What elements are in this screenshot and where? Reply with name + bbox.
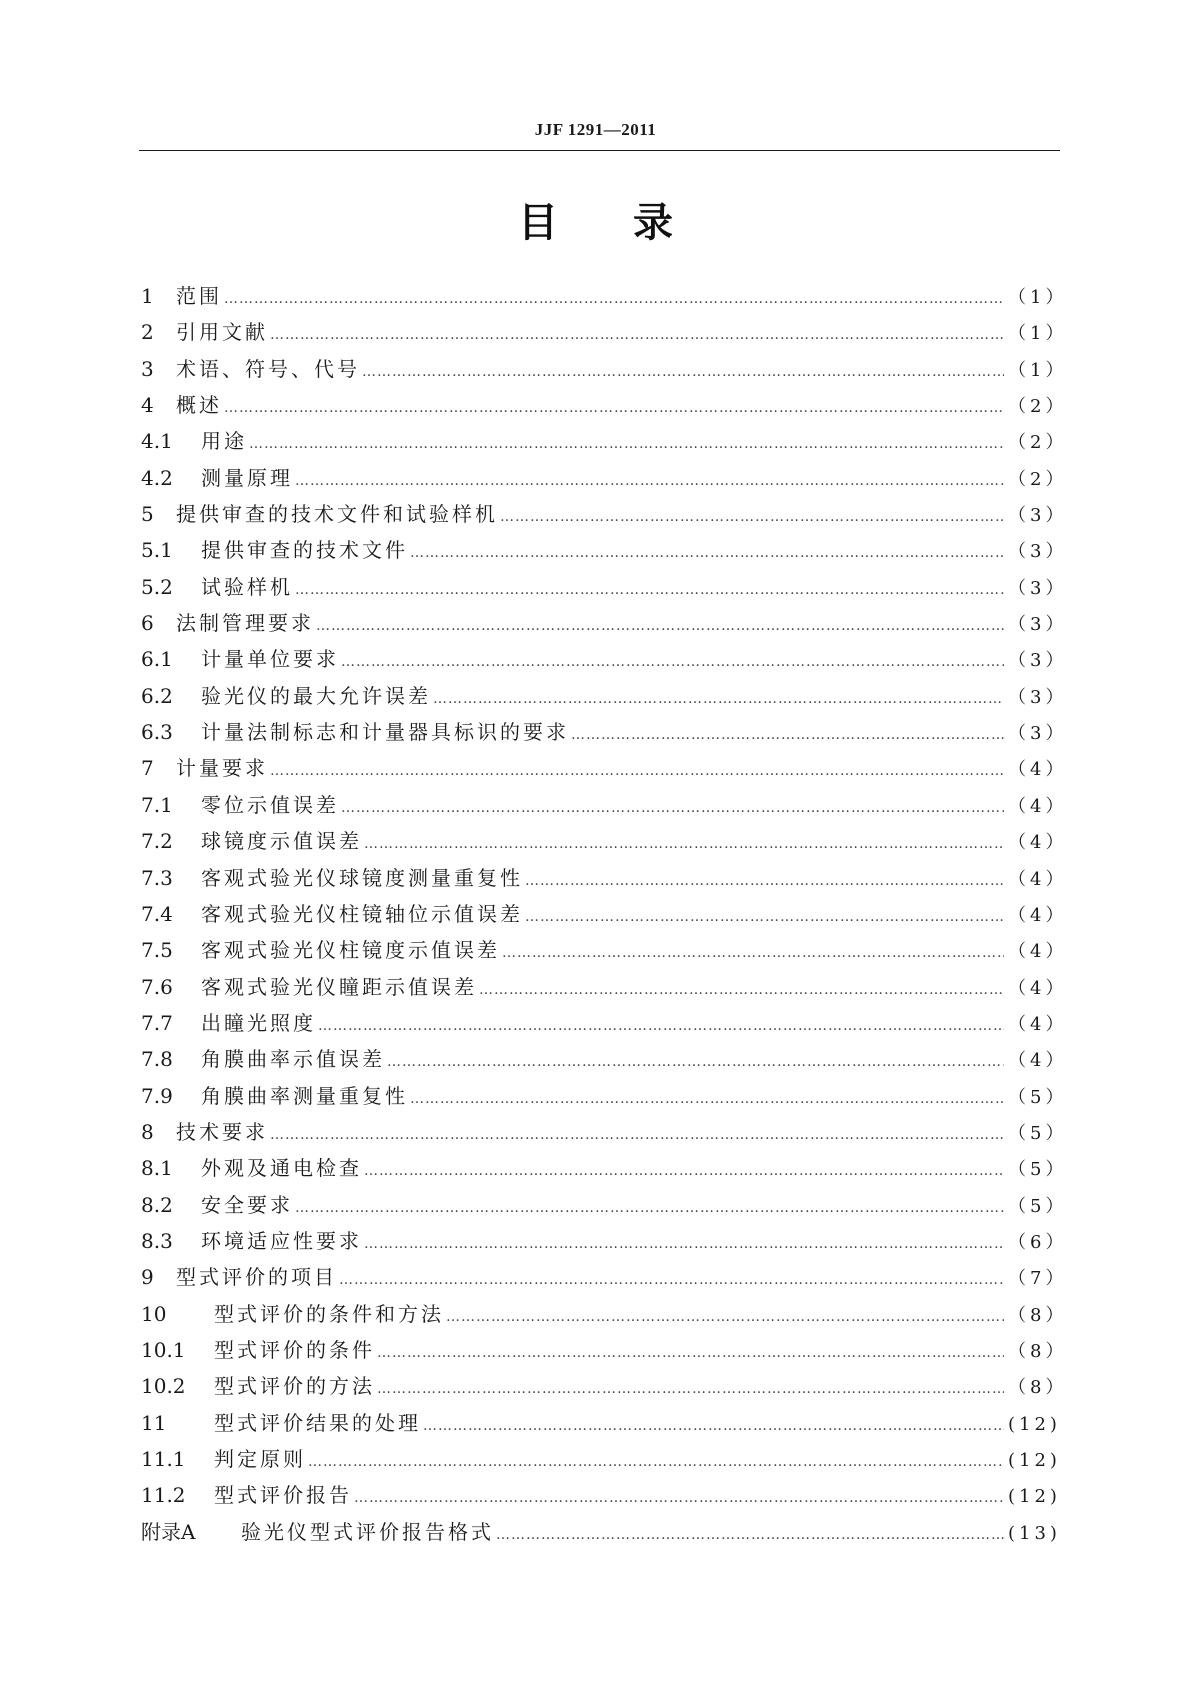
toc-entry-number: 8.2 [141, 1192, 173, 1217]
toc-entry-page: (12) [1008, 1413, 1061, 1435]
toc-entry-number: 9 [141, 1265, 154, 1290]
toc-entry-number: 7.9 [141, 1083, 173, 1108]
toc-dot-leader [295, 572, 1004, 608]
toc-entry [141, 314, 1068, 350]
toc-dot-leader [224, 281, 1004, 317]
toc-entry-label: 概述 [176, 393, 222, 418]
toc-entry-label: 用途 [201, 429, 247, 454]
toc-entry-label: 型式评价的方法 [214, 1374, 375, 1399]
toc-dot-leader [270, 1117, 1004, 1153]
toc-dot-leader [377, 1371, 1004, 1407]
toc-entry-page: （2） [1008, 396, 1068, 418]
toc-entry [141, 823, 1068, 859]
toc-entry-number: 6 [141, 611, 154, 636]
toc-entry-page: （4） [1008, 941, 1068, 963]
toc-entry-page: （5） [1008, 1159, 1068, 1181]
toc-entry-page: （4） [1008, 1013, 1068, 1035]
toc-dot-leader [423, 1408, 1004, 1444]
toc-entry [141, 532, 1068, 568]
toc-entry [141, 969, 1068, 1005]
toc-entry-label: 客观式验光仪球镜度测量重复性 [201, 865, 523, 890]
toc-entry-label: 提供审查的技术文件和试验样机 [176, 502, 498, 527]
toc-entry-label: 试验样机 [201, 574, 293, 599]
toc-entry-number: 6.2 [141, 683, 173, 708]
toc-dot-leader [377, 1335, 1004, 1371]
toc-dot-leader [295, 1190, 1004, 1226]
toc-entry-number: 附录A [141, 1519, 196, 1544]
toc-dot-leader [525, 863, 1004, 899]
toc-entry-page: （3） [1008, 686, 1068, 708]
toc-entry [141, 1223, 1068, 1259]
toc-entry [141, 1441, 1060, 1477]
toc-dot-leader [316, 608, 1004, 644]
toc-entry-number: 1 [141, 284, 154, 308]
toc-entry-label: 术语、符号、代号 [176, 356, 360, 381]
toc-entry-label: 测量原理 [201, 465, 293, 490]
toc-entry-label: 引用文献 [176, 320, 268, 345]
toc-entry-page: (12) [1008, 1486, 1061, 1508]
toc-entry-label: 型式评价报告 [214, 1483, 352, 1508]
toc-entry-label: 客观式验光仪瞳距示值误差 [201, 974, 477, 999]
toc-entry [141, 605, 1068, 641]
toc-entry-number: 4 [141, 393, 154, 418]
toc-entry-page: （6） [1008, 1231, 1068, 1253]
toc-entry-page: （4） [1008, 1050, 1068, 1072]
toc-title [0, 198, 1191, 248]
toc-dot-leader [364, 1153, 1004, 1189]
toc-entry-number: 7 [141, 756, 154, 781]
toc-entry-page: （3） [1008, 505, 1068, 527]
toc-entry [141, 278, 1068, 314]
toc-entry [141, 932, 1068, 968]
toc-entry [141, 1477, 1060, 1513]
toc-dot-leader [249, 426, 1004, 462]
toc-entry-label: 球镜度示值误差 [201, 829, 362, 854]
toc-entry-number: 5.2 [141, 574, 173, 599]
toc-entry-number: 6.1 [141, 647, 173, 672]
toc-entry [141, 860, 1068, 896]
toc-dot-leader [433, 681, 1004, 717]
toc-dot-leader [362, 354, 1004, 390]
toc-entry-label: 计量要求 [176, 756, 268, 781]
toc-dot-leader [525, 899, 1004, 935]
toc-entry-label: 角膜曲率测量重复性 [201, 1083, 408, 1108]
toc-entry-number: 11.2 [141, 1483, 186, 1508]
toc-entry-number: 5.1 [141, 538, 173, 563]
toc-entry [141, 1296, 1068, 1332]
toc-entry [141, 387, 1068, 423]
toc-title-char-1: 目 [518, 200, 558, 246]
toc-entry-page: （4） [1008, 759, 1068, 781]
toc-entry-label: 验光仪型式评价报告格式 [241, 1519, 494, 1544]
toc-entry-number: 7.1 [141, 792, 173, 817]
toc-entry [141, 1259, 1068, 1295]
toc-entry [141, 1332, 1068, 1368]
toc-entry-label: 型式评价的条件和方法 [214, 1301, 444, 1326]
toc-entry-label: 零位示值误差 [201, 792, 339, 817]
toc-entry-number: 7.5 [141, 938, 173, 963]
toc-entry-number: 5 [141, 502, 154, 527]
toc-entry-label: 出瞳光照度 [201, 1010, 316, 1035]
toc-entry [141, 1405, 1060, 1441]
toc-dot-leader [318, 1008, 1004, 1044]
toc-entry-label: 验光仪的最大允许误差 [201, 683, 431, 708]
toc-entry [141, 1514, 1060, 1550]
toc-entry [141, 423, 1068, 459]
toc-entry-number: 10.1 [141, 1337, 186, 1362]
toc-entry-number: 8.1 [141, 1156, 173, 1181]
toc-entry-page: （4） [1008, 904, 1068, 926]
toc-entry-number: 10 [141, 1301, 167, 1326]
toc-dot-leader [295, 463, 1004, 499]
toc-entry-number: 10.2 [141, 1374, 186, 1399]
toc-entry-number: 11.1 [141, 1447, 186, 1471]
toc-entry-label: 角膜曲率示值误差 [201, 1047, 385, 1072]
toc-entry-number: 7.2 [141, 829, 173, 854]
toc-entry-label: 安全要求 [201, 1192, 293, 1217]
header-rule [139, 150, 1060, 151]
toc-entry [141, 750, 1068, 786]
toc-entry-number: 4.1 [141, 429, 173, 454]
toc-entry-page: （7） [1008, 1268, 1068, 1290]
toc-dot-leader [341, 790, 1004, 826]
toc-entry-label: 型式评价结果的处理 [214, 1410, 421, 1435]
toc-dot-leader [479, 972, 1004, 1008]
toc-dot-leader [410, 535, 1004, 571]
toc-entry-page: （8） [1008, 1340, 1068, 1362]
toc-entry [141, 1041, 1068, 1077]
toc-dot-leader [364, 1226, 1004, 1262]
toc-entry [141, 351, 1068, 387]
toc-entry-label: 客观式验光仪柱镜轴位示值误差 [201, 901, 523, 926]
toc-entry-number: 4.2 [141, 465, 173, 490]
toc-entry-number: 11 [141, 1410, 167, 1435]
toc-entry-page: （3） [1008, 577, 1068, 599]
toc-entry [141, 641, 1068, 677]
toc-entry-page: （5） [1008, 1086, 1068, 1108]
table-of-contents [141, 278, 1068, 1550]
toc-entry-page: （3） [1008, 541, 1068, 563]
toc-entry [141, 1078, 1068, 1114]
toc-entry-page: （5） [1008, 1122, 1068, 1144]
toc-entry-label: 判定原则 [214, 1447, 306, 1471]
toc-dot-leader [364, 826, 1004, 862]
toc-dot-leader [502, 935, 1004, 971]
toc-entry-page: （2） [1008, 468, 1068, 490]
toc-entry [141, 496, 1068, 532]
toc-entry-number: 7.6 [141, 974, 173, 999]
toc-entry [141, 1005, 1068, 1041]
toc-entry-page: （4） [1008, 977, 1068, 999]
toc-entry-page: (13) [1008, 1522, 1061, 1544]
toc-entry [141, 1150, 1068, 1186]
toc-entry-page: （3） [1008, 650, 1068, 672]
toc-entry-page: （1） [1008, 323, 1068, 345]
toc-entry-page: （5） [1008, 1195, 1068, 1217]
toc-entry-label: 型式评价的条件 [214, 1337, 375, 1362]
toc-entry-number: 7.4 [141, 901, 173, 926]
toc-entry [141, 1187, 1068, 1223]
toc-entry-label: 型式评价的项目 [176, 1265, 337, 1290]
toc-dot-leader [446, 1299, 1004, 1335]
toc-dot-leader [496, 1517, 1004, 1553]
toc-title-char-2: 录 [633, 200, 673, 246]
toc-entry-page: (12) [1008, 1450, 1061, 1471]
toc-dot-leader [224, 390, 1004, 426]
toc-dot-leader [410, 1081, 1004, 1117]
toc-entry [141, 714, 1068, 750]
toc-dot-leader [571, 717, 1004, 753]
standard-code: JJF 1291—2011 [534, 120, 657, 139]
toc-entry-page: （2） [1008, 432, 1068, 454]
toc-entry-page: （4） [1008, 868, 1068, 890]
toc-entry-page: （3） [1008, 723, 1068, 745]
toc-entry-label: 范围 [176, 284, 222, 308]
toc-dot-leader [270, 753, 1004, 789]
toc-entry-number: 3 [141, 356, 154, 381]
toc-entry-label: 客观式验光仪柱镜度示值误差 [201, 938, 500, 963]
toc-entry-page: （4） [1008, 795, 1068, 817]
toc-entry [141, 678, 1068, 714]
toc-entry-label: 计量法制标志和计量器具标识的要求 [201, 720, 569, 745]
toc-entry-page: （3） [1008, 614, 1068, 636]
toc-entry-number: 8 [141, 1119, 154, 1144]
toc-entry [141, 569, 1068, 605]
toc-entry-number: 7.8 [141, 1047, 173, 1072]
toc-entry-number: 6.3 [141, 720, 173, 745]
toc-entry [141, 896, 1068, 932]
toc-entry-page: （1） [1008, 287, 1068, 308]
toc-dot-leader [341, 644, 1004, 680]
toc-dot-leader [387, 1044, 1004, 1080]
toc-entry-page: （8） [1008, 1304, 1068, 1326]
toc-entry-label: 外观及通电检查 [201, 1156, 362, 1181]
toc-entry-page: （1） [1008, 359, 1068, 381]
toc-entry-number: 7.3 [141, 865, 173, 890]
toc-dot-leader [270, 317, 1004, 353]
toc-entry-label: 提供审查的技术文件 [201, 538, 408, 563]
toc-dot-leader [354, 1480, 1004, 1516]
toc-entry-label: 计量单位要求 [201, 647, 339, 672]
toc-entry-number: 7.7 [141, 1010, 173, 1035]
toc-entry-label: 技术要求 [176, 1119, 268, 1144]
toc-entry [141, 1114, 1068, 1150]
toc-entry-number: 2 [141, 320, 154, 345]
toc-entry [141, 787, 1068, 823]
toc-entry [141, 460, 1068, 496]
toc-entry [141, 1368, 1068, 1404]
toc-entry-label: 法制管理要求 [176, 611, 314, 636]
toc-entry-label: 环境适应性要求 [201, 1228, 362, 1253]
toc-entry-number: 8.3 [141, 1228, 173, 1253]
toc-entry-page: （8） [1008, 1377, 1068, 1399]
toc-dot-leader [500, 499, 1004, 535]
toc-entry-page: （4） [1008, 832, 1068, 854]
toc-dot-leader [308, 1444, 1004, 1480]
toc-dot-leader [339, 1262, 1004, 1298]
